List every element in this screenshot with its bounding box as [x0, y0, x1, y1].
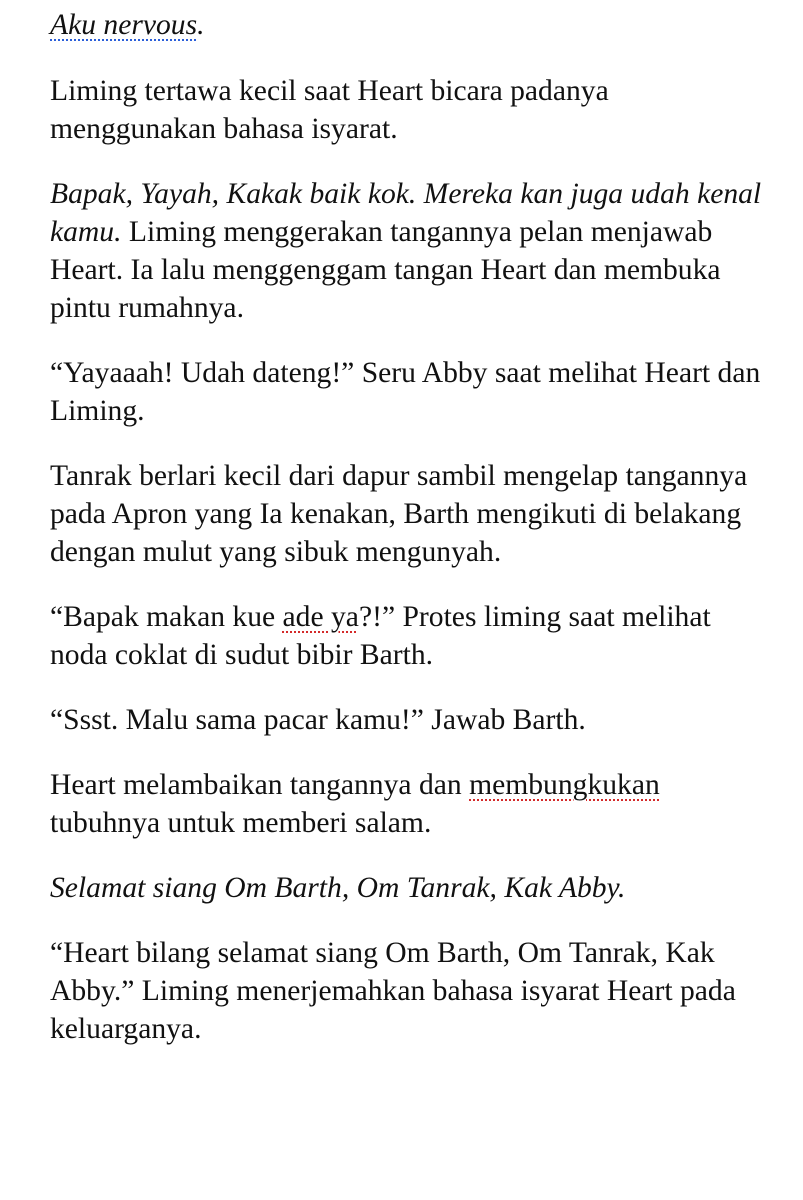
paragraph-4: “Yayaaah! Udah dateng!” Seru Abby saat melihat Heart dan Liming. [50, 357, 761, 427]
spelling-flagged-word[interactable]: ade ya [282, 601, 359, 633]
spelling-flagged-word[interactable]: membungkukan [469, 769, 660, 801]
period-text: . [197, 9, 205, 41]
grammar-flagged-phrase[interactable]: Aku nervous [50, 9, 198, 41]
paragraph-10: “Heart bilang selamat siang Om Barth, Om Tanrak, Kak Abby.” Liming menerjemahkan bahasa isyarat Heart pada keluarganya. [50, 937, 736, 1045]
paragraph-6 [50, 598, 770, 674]
paragraph-5: Tanrak berlari kecil dari dapur sambil mengelap tangannya pada Apron yang Ia kenakan, Barth mengikuti di belakang dengan mulut yang sibuk mengunyah. [50, 460, 748, 568]
paragraph-1 [50, 6, 770, 44]
sign-language-italic: Bapak, Yayah, Kakak baik kok. Mereka kan juga udah kenal kamu. [50, 178, 762, 248]
document-body [50, 6, 770, 1075]
paragraph-7: “Ssst. Malu sama pacar kamu!” Jawab Barth. [50, 704, 586, 736]
paragraph-6-before: “Bapak makan kue [50, 601, 283, 633]
paragraph-2: Liming tertawa kecil saat Heart bicara padanya menggunakan bahasa isyarat. [50, 75, 609, 145]
paragraph-8 [50, 766, 770, 842]
paragraph-6-after: ?!” Protes liming saat melihat noda coklat di sudut bibir Barth. [50, 601, 711, 671]
paragraph-3 [50, 175, 770, 327]
paragraph-9: Selamat siang Om Barth, Om Tanrak, Kak Abby. [50, 872, 626, 904]
paragraph-3-text: Liming menggerakan tangannya pelan menjawab Heart. Ia lalu menggenggam tangan Heart dan membuka pintu rumahnya. [50, 216, 721, 324]
paragraph-8-after: tubuhnya untuk memberi salam. [50, 807, 432, 839]
paragraph-8-before: Heart melambaikan tangannya dan [50, 769, 470, 801]
